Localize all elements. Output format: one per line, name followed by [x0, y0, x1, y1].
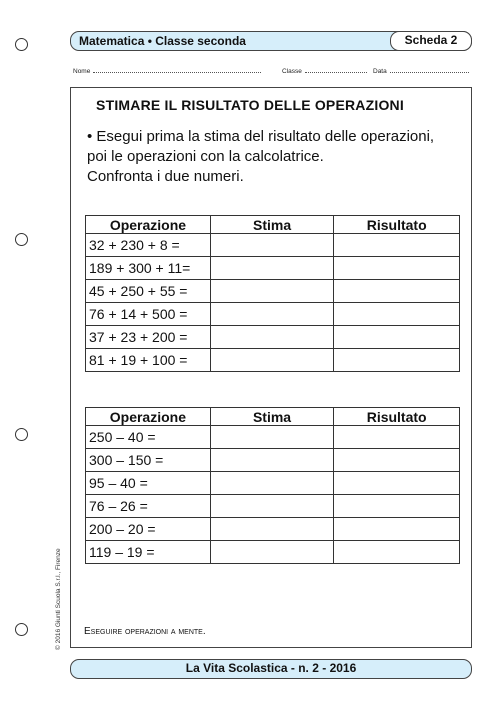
result-cell[interactable] — [334, 518, 460, 541]
result-cell[interactable] — [334, 257, 460, 280]
table-row — [86, 303, 460, 326]
table-row — [86, 541, 460, 564]
name-field[interactable] — [73, 67, 261, 75]
operation-cell: 189 + 300 + 11= — [86, 257, 211, 280]
footer-bar: La Vita Scolastica - n. 2 - 2016 — [70, 659, 472, 679]
table-row — [86, 257, 460, 280]
operation-cell: 95 – 40 = — [86, 472, 211, 495]
table-row — [86, 349, 460, 372]
operation-cell: 32 + 230 + 8 = — [86, 234, 211, 257]
copyright-notice: © 2016 Giunti Scuola S.r.l., Firenze — [55, 548, 62, 650]
operations-table-subtraction — [85, 407, 460, 564]
estimate-cell[interactable] — [210, 426, 334, 449]
estimate-cell[interactable] — [210, 303, 333, 326]
column-header-result: Risultato — [334, 408, 460, 426]
date-field-label: Data — [373, 68, 387, 75]
estimate-cell[interactable] — [210, 472, 334, 495]
binder-hole-2 — [15, 233, 28, 246]
name-field-label: Nome — [73, 68, 91, 75]
table-row — [86, 280, 460, 303]
estimate-cell[interactable] — [210, 280, 333, 303]
result-cell[interactable] — [334, 349, 460, 372]
operation-cell: 76 – 26 = — [86, 495, 211, 518]
instruction-line: poi le operazioni con la calcolatrice. — [87, 148, 324, 165]
estimate-cell[interactable] — [210, 349, 333, 372]
table-row — [86, 234, 460, 257]
class-field[interactable] — [282, 67, 367, 75]
operation-cell: 200 – 20 = — [86, 518, 211, 541]
result-cell[interactable] — [334, 449, 460, 472]
date-field[interactable] — [373, 67, 469, 75]
column-header-operation: Operazione — [86, 216, 211, 234]
instructions — [87, 127, 467, 187]
estimate-cell[interactable] — [210, 541, 334, 564]
estimate-cell[interactable] — [210, 257, 333, 280]
estimate-cell[interactable] — [210, 326, 333, 349]
operation-cell: 45 + 250 + 55 = — [86, 280, 211, 303]
estimate-cell[interactable] — [210, 234, 333, 257]
instruction-line: • Esegui prima la stima del risultato delle operazioni, — [87, 128, 435, 145]
table-row — [86, 449, 460, 472]
result-cell[interactable] — [334, 426, 460, 449]
class-field-label: Classe — [282, 68, 302, 75]
column-header-operation: Operazione — [86, 408, 211, 426]
page-title: STIMARE IL RISULTATO DELLE OPERAZIONI — [96, 97, 404, 113]
sheet-label: Scheda 2 — [390, 31, 472, 51]
operation-cell: 76 + 14 + 500 = — [86, 303, 211, 326]
table-row — [86, 518, 460, 541]
result-cell[interactable] — [334, 234, 460, 257]
operation-cell: 119 – 19 = — [86, 541, 211, 564]
operation-cell: 81 + 19 + 100 = — [86, 349, 211, 372]
estimate-cell[interactable] — [210, 518, 334, 541]
operations-table-addition — [85, 215, 460, 372]
estimate-cell[interactable] — [210, 495, 334, 518]
operation-cell: 300 – 150 = — [86, 449, 211, 472]
table-header-row — [86, 408, 460, 426]
operation-cell: 250 – 40 = — [86, 426, 211, 449]
result-cell[interactable] — [334, 541, 460, 564]
result-cell[interactable] — [334, 326, 460, 349]
header-bar — [70, 31, 472, 51]
header-subject: Matematica • Classe seconda — [79, 34, 246, 48]
result-cell[interactable] — [334, 495, 460, 518]
result-cell[interactable] — [334, 280, 460, 303]
column-header-estimate: Stima — [210, 216, 333, 234]
table-row — [86, 426, 460, 449]
binder-hole-1 — [15, 38, 28, 51]
operation-cell: 37 + 23 + 200 = — [86, 326, 211, 349]
table-row — [86, 472, 460, 495]
column-header-result: Risultato — [334, 216, 460, 234]
column-header-estimate: Stima — [210, 408, 334, 426]
table-header-row — [86, 216, 460, 234]
binder-hole-3 — [15, 428, 28, 441]
instruction-line: Confronta i due numeri. — [87, 168, 244, 185]
table-row — [86, 326, 460, 349]
binder-hole-4 — [15, 623, 28, 636]
table-row — [86, 495, 460, 518]
result-cell[interactable] — [334, 472, 460, 495]
result-cell[interactable] — [334, 303, 460, 326]
estimate-cell[interactable] — [210, 449, 334, 472]
footnote: Eseguire operazioni a mente. — [84, 626, 206, 637]
